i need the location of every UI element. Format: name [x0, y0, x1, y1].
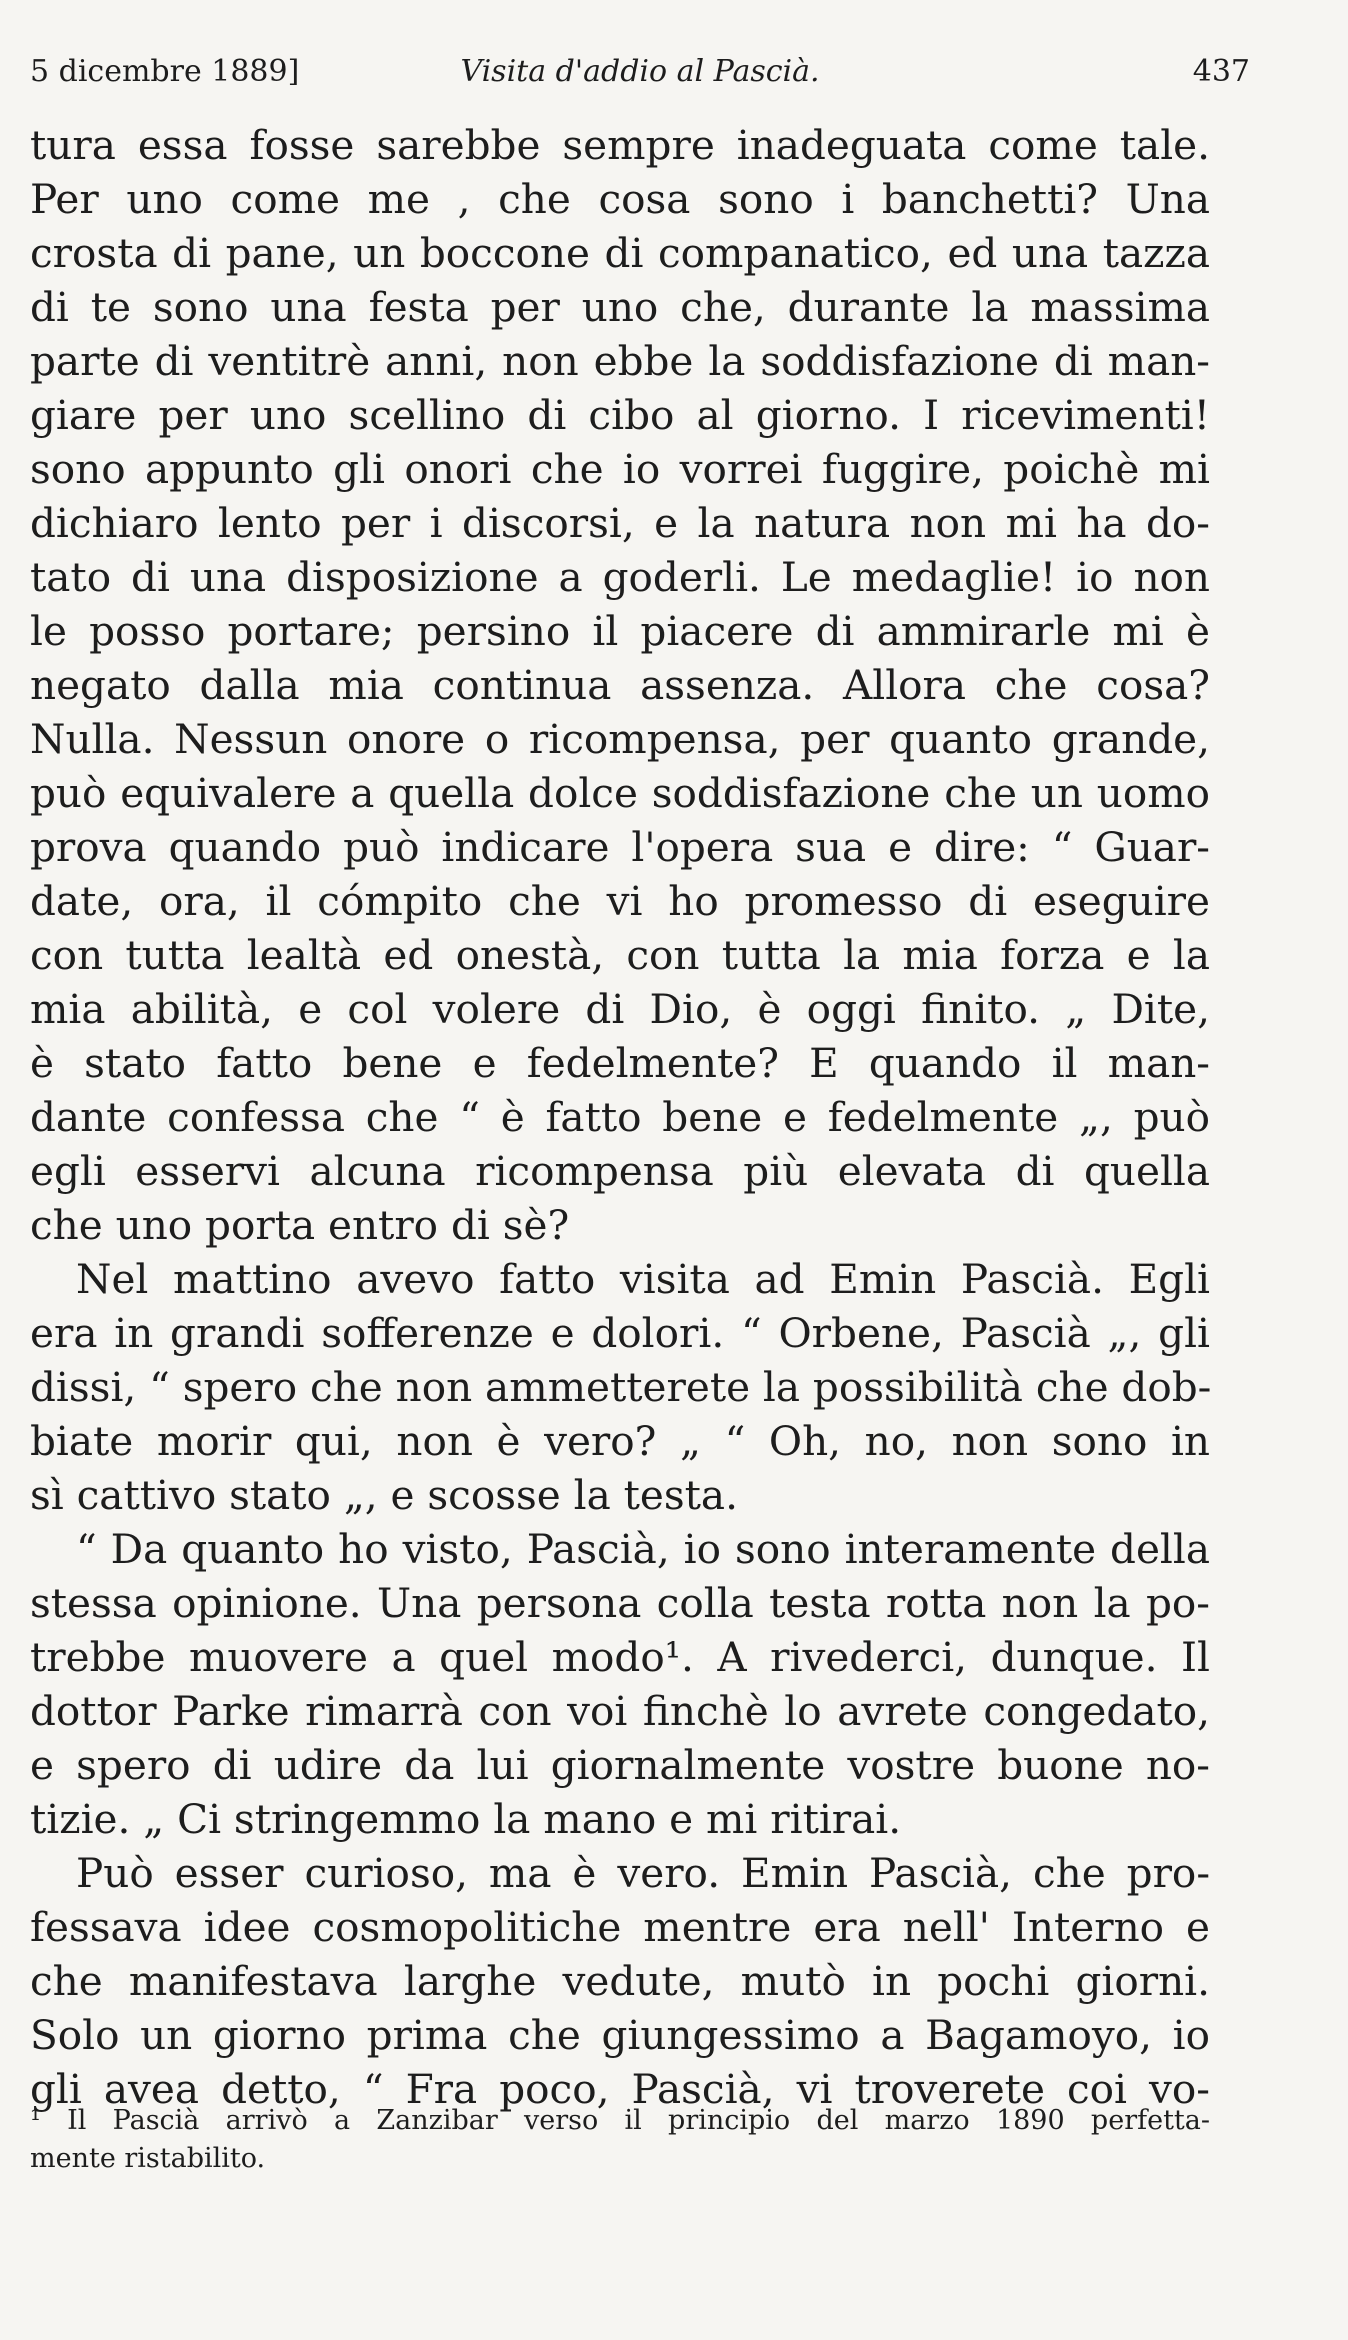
text-line: dissi, “ spero che non ammetterete la possibilità che dob- — [30, 1363, 1212, 1411]
text-line: tizie. „ Ci stringemmo la mano e mi ritirai. — [30, 1795, 902, 1843]
text-line: e spero di udire da lui giornalmente vostre buone no- — [30, 1741, 1210, 1789]
text-line: Può esser curioso, ma è vero. Emin Pascià, che pro- — [76, 1849, 1210, 1897]
text-line: di te sono una festa per uno che, durante la massima — [30, 283, 1210, 331]
running-header — [30, 52, 1250, 92]
text-line: dichiaro lento per i discorsi, e la natura non mi ha do- — [30, 499, 1210, 547]
text-line: tato di una disposizione a goderli. Le medaglie! io non — [30, 553, 1210, 601]
text-line: mia abilità, e col volere di Dio, è oggi finito. „ Dite, — [30, 985, 1210, 1033]
text-line: Solo un giorno prima che giungessimo a Bagamoyo, io — [30, 2011, 1210, 2059]
footnotes — [30, 2102, 1210, 2178]
text-line: “ Da quanto ho visto, Pascià, io sono interamente della — [76, 1525, 1210, 1573]
text-line: dottor Parke rimarrà con voi finchè lo avrete congedato, — [30, 1687, 1210, 1735]
text-line: è stato fatto bene e fedelmente? E quando il man- — [30, 1039, 1210, 1087]
text-line: Per uno come me , che cosa sono i banchetti? Una — [30, 175, 1210, 223]
footnote-line: mente ristabilito. — [30, 2143, 266, 2174]
text-line: fessava idee cosmopolitiche mentre era nell' Interno e — [30, 1903, 1210, 1951]
header-date: 5 dicembre 1889] — [30, 54, 300, 89]
text-line: che manifestava larghe vedute, mutò in pochi giorni. — [30, 1957, 1210, 2005]
text-line: sono appunto gli onori che io vorrei fuggire, poichè mi — [30, 445, 1210, 493]
header-title: Visita d'addio al Pascià. — [460, 54, 820, 89]
body-text — [30, 118, 1210, 2116]
text-line: giare per uno scellino di cibo al giorno. I ricevimenti! — [30, 391, 1210, 439]
text-line: Nel mattino avevo fatto visita ad Emin Pascià. Egli — [76, 1255, 1210, 1303]
text-line: date, ora, il cómpito che vi ho promesso di eseguire — [30, 877, 1210, 925]
text-line: gli avea detto, “ Fra poco, Pascià, vi troverete coi vo- — [30, 2065, 1210, 2113]
text-line: le posso portare; persino il piacere di ammirarle mi è — [30, 607, 1210, 655]
footnote-line: ¹ Il Pascià arrivò a Zanzibar verso il principio del marzo 1890 perfetta- — [30, 2105, 1210, 2136]
text-line: biate morir qui, non è vero? „ “ Oh, no, non sono in — [30, 1417, 1210, 1465]
text-line: parte di ventitrè anni, non ebbe la soddisfazione di man- — [30, 337, 1210, 385]
text-line: che uno porta entro di sè? — [30, 1201, 570, 1249]
text-line: stessa opinione. Una persona colla testa rotta non la po- — [30, 1579, 1210, 1627]
page-number: 437 — [1192, 54, 1250, 89]
text-line: con tutta lealtà ed onestà, con tutta la mia forza e la — [30, 931, 1210, 979]
text-line: crosta di pane, un boccone di companatico, ed una tazza — [30, 229, 1210, 277]
text-line: trebbe muovere a quel modo¹. A rivederci, dunque. Il — [30, 1633, 1210, 1681]
text-line: negato dalla mia continua assenza. Allora che cosa? — [30, 661, 1210, 709]
text-line: dante confessa che “ è fatto bene e fedelmente „, può — [30, 1093, 1210, 1141]
text-line: prova quando può indicare l'opera sua e dire: “ Guar- — [30, 823, 1210, 871]
text-line: tura essa fosse sarebbe sempre inadeguata come tale. — [30, 121, 1210, 169]
text-line: Nulla. Nessun onore o ricompensa, per quanto grande, — [30, 715, 1210, 763]
text-line: può equivalere a quella dolce soddisfazione che un uomo — [30, 769, 1210, 817]
text-line: egli esservi alcuna ricompensa più elevata di quella — [30, 1147, 1210, 1195]
text-line: era in grandi sofferenze e dolori. “ Orbene, Pascià „, gli — [30, 1309, 1210, 1357]
text-line: sì cattivo stato „, e scosse la testa. — [30, 1471, 738, 1519]
